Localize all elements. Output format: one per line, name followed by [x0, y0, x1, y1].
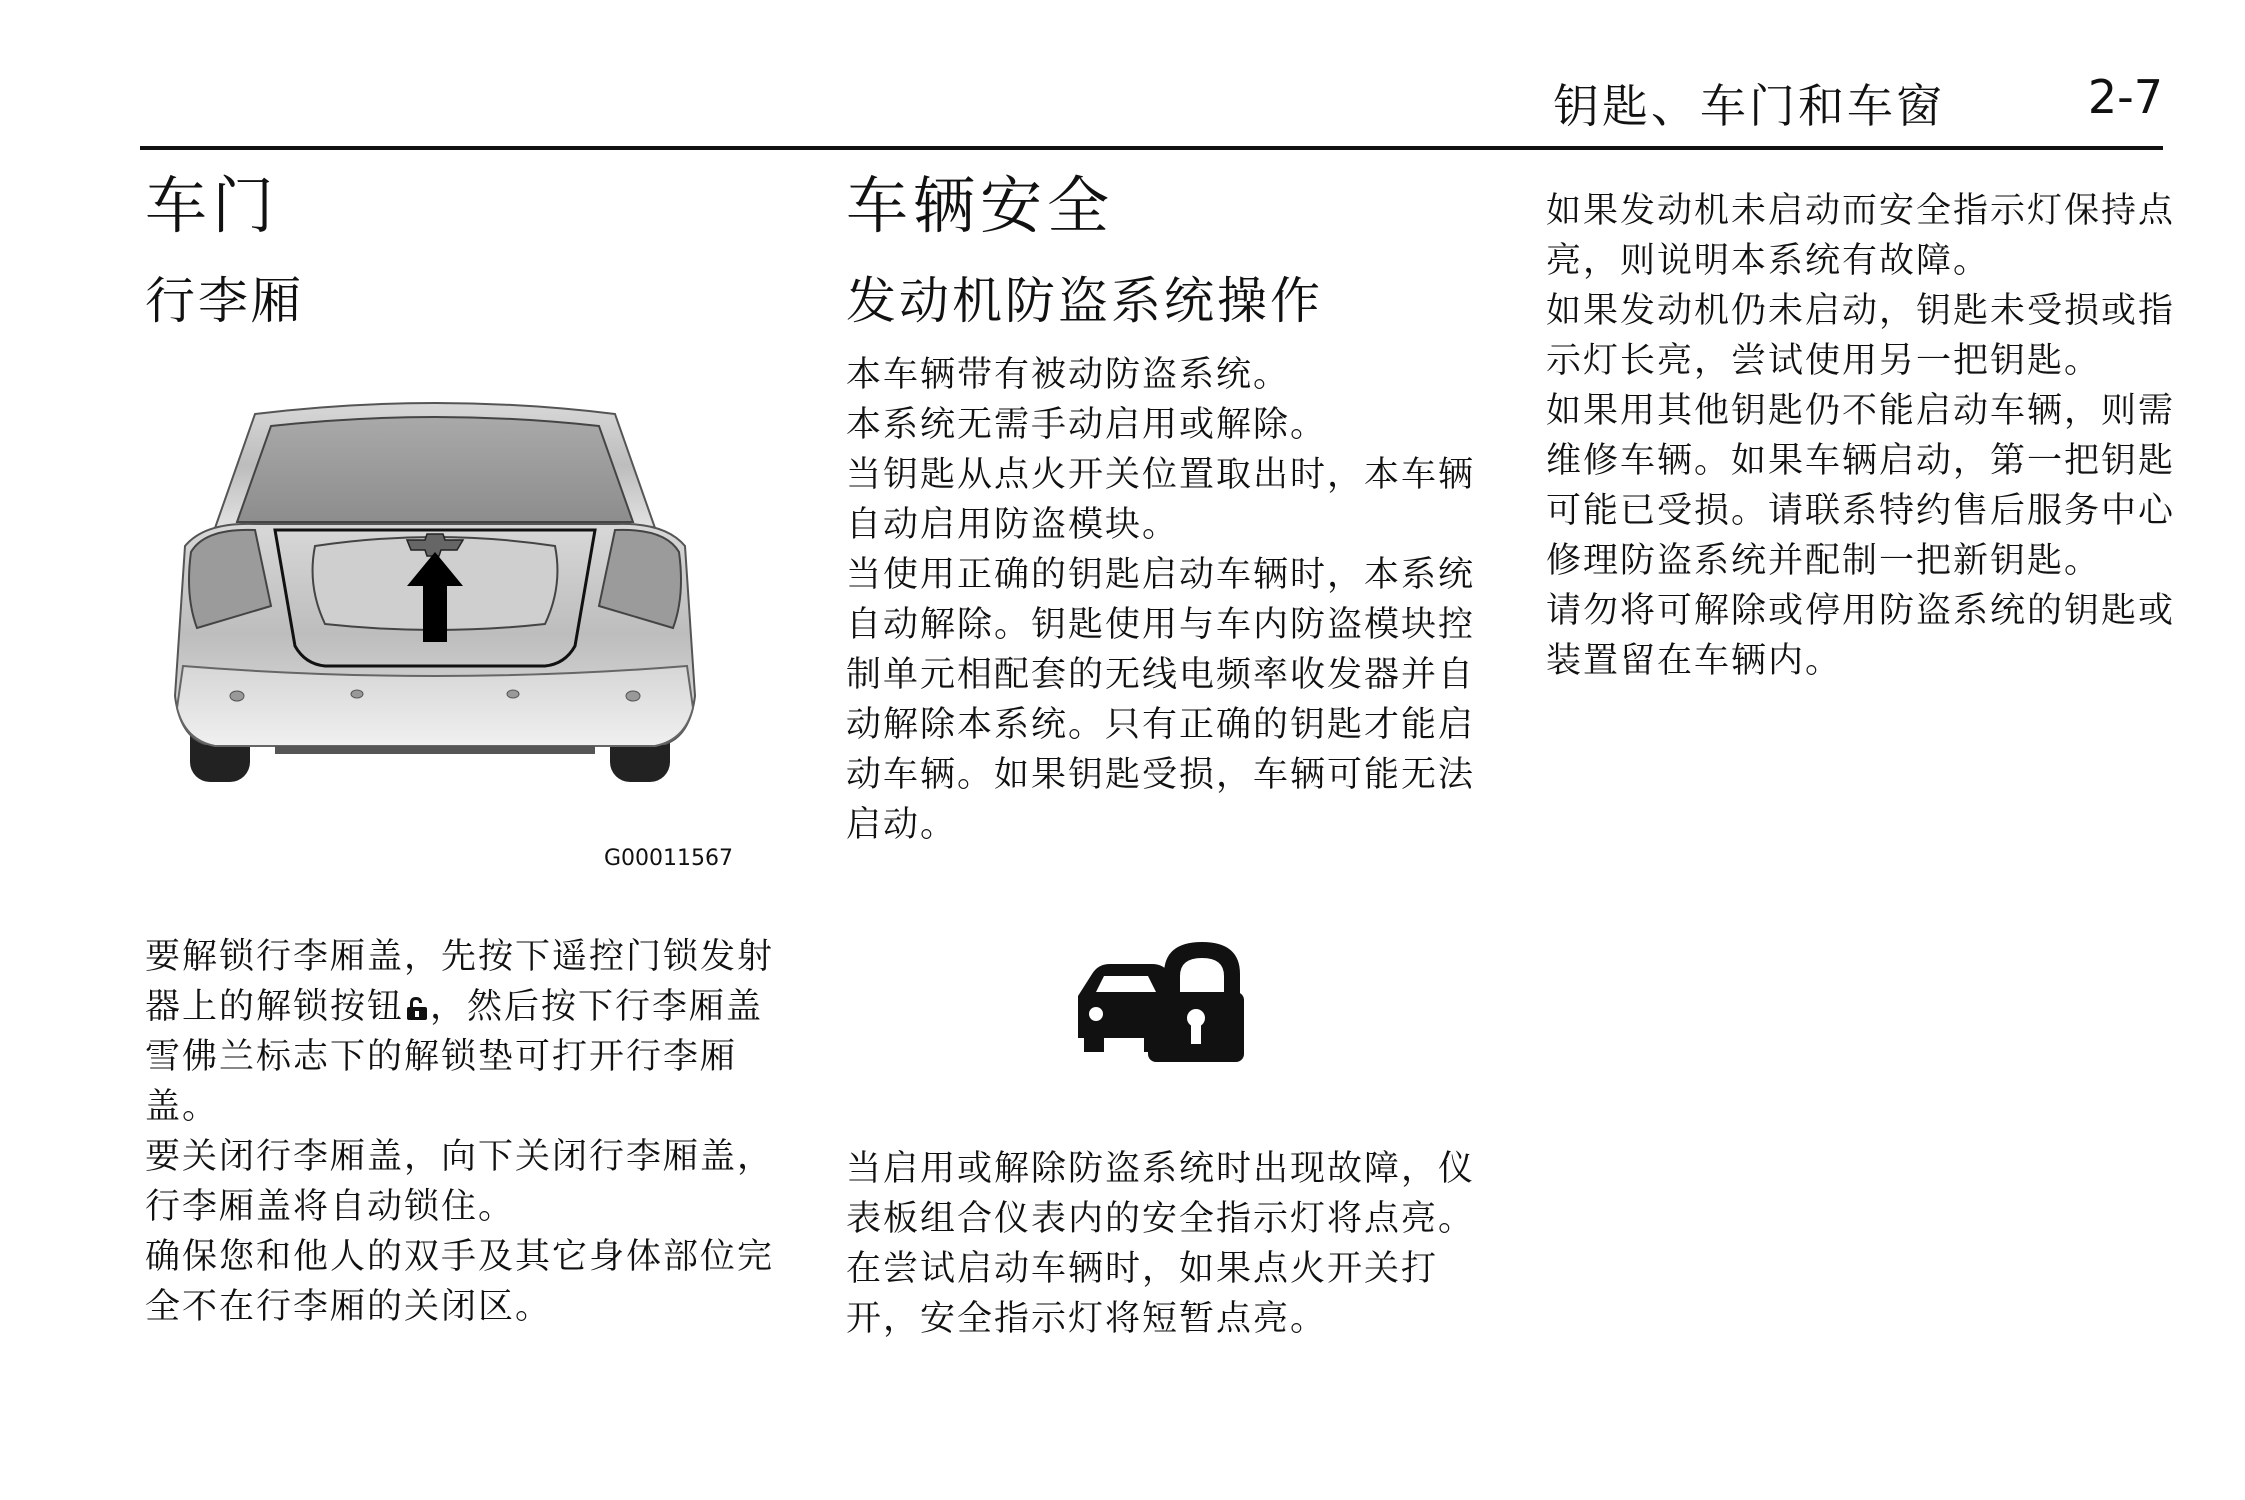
subsection-heading-trunk: 行李厢	[145, 272, 304, 330]
troubleshoot-paragraph-2: 如果发动机仍未启动，钥匙未受损或指示灯长亮，尝试使用另一把钥匙。	[1546, 291, 2176, 381]
unlock-icon	[404, 985, 430, 1011]
troubleshoot-paragraph-3: 如果用其他钥匙仍不能启动车辆，则需维修车辆。如果车辆启动，第一把钥匙可能已受损。请联系特约售后服务中心修理防盗系统并配制一把新钥匙。	[1546, 391, 2176, 581]
immobilizer-paragraph-3: 当钥匙从点火开关位置取出时，本车辆自动启用防盗模块。	[846, 455, 1476, 545]
immobilizer-paragraph-4: 当使用正确的钥匙启动车辆时，本系统自动解除。钥匙使用与车内防盗模块控制单元相配套的无线电频率收发器并自动解除本系统。只有正确的钥匙才能启动车辆。如果钥匙受损，车辆可能无法启动。	[846, 555, 1476, 845]
immobilizer-paragraph-2: 本系统无需手动启用或解除。	[846, 405, 1328, 445]
right-column	[1546, 186, 2186, 686]
figure-id-label: G00011567	[603, 846, 733, 871]
trunk-open-paragraph: 要解锁行李厢盖，先按下遥控门锁发射器上的解锁按钮 ，然后按下行李厢盖雪佛兰标志下的解锁垫可打开行李厢盖。	[145, 937, 775, 1127]
section-heading-vehicle-security: 车辆安全	[846, 169, 1115, 242]
chapter-title: 钥匙、车门和车窗	[1553, 79, 1945, 133]
car-rear-trunk-illustration	[145, 396, 725, 796]
section-heading-doors: 车门	[145, 169, 280, 242]
immobilizer-paragraph-1: 本车辆带有被动防盗系统。	[846, 355, 1291, 395]
subsection-heading-immobilizer: 发动机防盗系统操作	[846, 272, 1323, 330]
left-column	[145, 170, 785, 1332]
car-padlock-security-icon	[1074, 934, 1244, 1064]
troubleshoot-paragraph-1: 如果发动机未启动而安全指示灯保持点亮，则说明本系统有故障。	[1546, 191, 2176, 281]
troubleshoot-paragraph-4: 请勿将可解除或停用防盗系统的钥匙或装置留在车辆内。	[1546, 591, 2176, 681]
page-number: 2-7	[2087, 70, 2163, 124]
trunk-close-paragraph: 要关闭行李厢盖，向下关闭行李厢盖，行李厢盖将自动锁住。	[145, 1137, 775, 1227]
middle-column	[846, 170, 1486, 1344]
trunk-safety-paragraph: 确保您和他人的双手及其它身体部位完全不在行李厢的关闭区。	[145, 1237, 775, 1327]
immobilizer-paragraph-6: 在尝试启动车辆时，如果点火开关打开，安全指示灯将短暂点亮。	[846, 1249, 1439, 1339]
immobilizer-paragraph-5: 当启用或解除防盗系统时出现故障，仪表板组合仪表内的安全指示灯将点亮。	[846, 1149, 1476, 1239]
header-divider	[140, 146, 2163, 150]
